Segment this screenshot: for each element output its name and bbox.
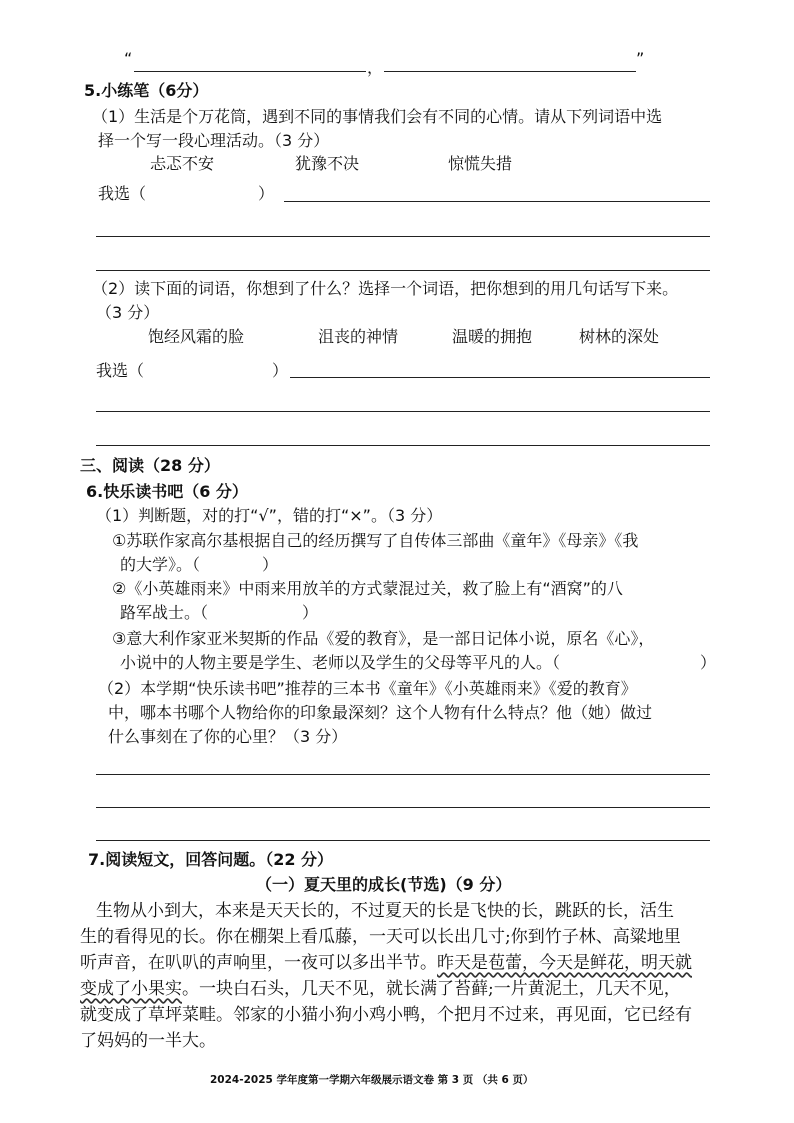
passage-line: 生物从小到大，本来是天天长的，不过夏天的长是飞快的长，跳跃的长，活生 [96, 901, 674, 921]
close-quote: ” [636, 49, 645, 68]
answer-line[interactable] [134, 71, 366, 72]
answer-line[interactable] [96, 445, 710, 446]
q6-item3-close[interactable]: ） [700, 653, 717, 672]
q5-p1-choose-close: ） [258, 184, 275, 203]
q5-p2-word: 树林的深处 [579, 327, 660, 346]
answer-line[interactable] [96, 840, 710, 841]
passage-text: 。一块白石头，几天不见，就长满了苔藓;一片黄泥土，几天不见， [182, 979, 681, 999]
open-quote: “ [124, 49, 133, 68]
q6-p2-line3: 什么事刻在了你的心里？（3 分） [108, 727, 348, 746]
q6-item3-line1: ③意大利作家亚米契斯的作品《爱的教育》，是一部日记体小说，原名《心》， [112, 629, 655, 648]
q6-p2-line1: （2）本学期“快乐读书吧”推荐的三本书《童年》《小英雄雨来》《爱的教育》 [98, 679, 637, 698]
q6-item2-line1: ②《小英雄雨来》中雨来用放羊的方式蒙混过关，救了脸上有“酒窝”的八 [112, 579, 623, 598]
answer-line[interactable] [290, 377, 710, 378]
passage-line [80, 978, 681, 1000]
passage-line: 就变成了草坪菜畦。邻家的小猫小狗小鸡小鸭，个把月不过来，再见面，它已经有 [80, 1005, 692, 1025]
answer-line[interactable] [96, 774, 710, 775]
q6-item3-line2: 小说中的人物主要是学生、老师以及学生的父母等平凡的人。（ [120, 653, 561, 672]
q5-p2-word: 温暖的拥抱 [452, 327, 533, 346]
quote-comma: ， [367, 58, 384, 77]
underlined-sentence: 变成了小果实 [80, 979, 182, 999]
q5-p2-word: 沮丧的神情 [318, 327, 399, 346]
q6-item1-line2: 的大学》。（ [120, 555, 201, 574]
q5-heading: 5.小练笔（6分） [84, 81, 209, 100]
answer-line[interactable] [384, 71, 636, 72]
q6-heading: 6.快乐读书吧（6 分） [86, 482, 248, 501]
section3-heading: 三、阅读（28 分） [80, 456, 220, 475]
passage-title: （一）夏天里的成长(节选)（9 分） [256, 875, 512, 894]
q6-item2-line2: 路军战士。（ [120, 603, 209, 622]
q6-item1-line1: ①苏联作家高尔基根据自己的经历撰写了自传体三部曲《童年》《母亲》《我 [112, 531, 639, 550]
q6-p2-line2: 中，哪本书哪个人物给你的印象最深刻？这个人物有什么特点？他（她）做过 [108, 703, 653, 722]
q7-heading: 7.阅读短文，回答问题。（22 分） [88, 850, 334, 869]
q6-item2-close[interactable]: ） [302, 603, 319, 622]
underlined-sentence: 昨天是苞蕾，今天是鲜花，明天就 [437, 953, 692, 973]
passage-text: 听声音，在叭叭的声响里，一夜可以多出半节。 [80, 953, 437, 973]
q6-p1-instruction: （1）判断题，对的打“√”，错的打“×”。（3 分） [96, 506, 443, 525]
answer-line[interactable] [96, 411, 710, 412]
page-footer: 2024-2025 学年度第一学期六年级展示语文卷 第 3 页 （共 6 页） [210, 1074, 534, 1086]
answer-line[interactable] [96, 270, 710, 271]
passage-line: 生的看得见的长。你在棚架上看瓜藤，一天可以长出几寸;你到竹子林、高粱地里 [80, 927, 681, 947]
answer-line[interactable] [284, 201, 710, 202]
q5-p1-word: 惊慌失措 [448, 154, 513, 173]
passage-line: 了妈妈的一半大。 [80, 1031, 216, 1051]
q6-item1-close[interactable]: ） [262, 555, 279, 574]
q5-p1-line2: 择一个写一段心理活动。（3 分） [98, 131, 330, 150]
answer-line[interactable] [96, 807, 710, 808]
q5-p1-choose-label: 我选（ [98, 184, 147, 203]
q5-p2-word: 饱经风霜的脸 [148, 327, 245, 346]
q5-p2-line2: （3 分） [96, 303, 160, 322]
answer-line[interactable] [96, 236, 710, 237]
q5-p1-word: 忐忑不安 [150, 154, 215, 173]
q5-p2-line1: （2）读下面的词语，你想到了什么？选择一个词语，把你想到的用几句话写下来。 [92, 279, 679, 298]
q5-p2-choose-label: 我选（ [96, 361, 145, 380]
q5-p1-word: 犹豫不决 [295, 154, 360, 173]
q5-p2-choose-close: ） [272, 361, 289, 380]
q5-p1-line1: （1）生活是个万花筒，遇到不同的事情我们会有不同的心情。请从下列词语中选 [92, 107, 663, 126]
passage-line [80, 952, 692, 974]
